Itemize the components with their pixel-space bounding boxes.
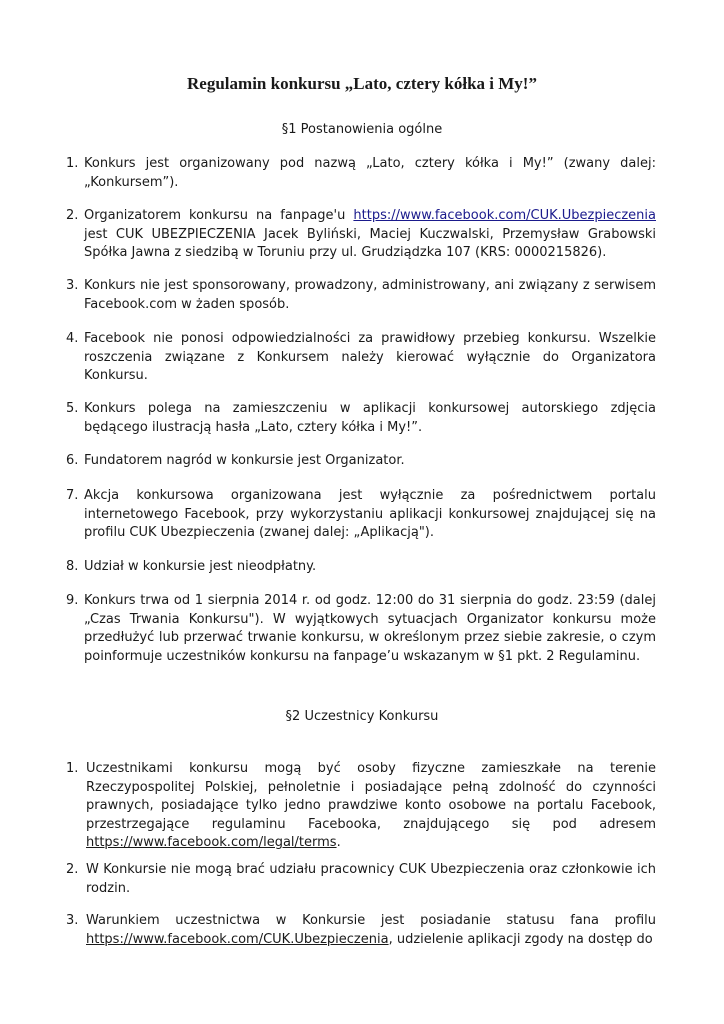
item-text-part: jest CUK UBEZPIECZENIA Jacek Byliński, Maciej Kuczwalski, Przemysław Grabowski Spółka Jawna z siedzibą w Toruniu przy ul. Grudziądzka 107 (KRS: 0000215826). — [84, 226, 656, 260]
item-number: 6. — [66, 453, 79, 468]
item-number: 1. — [66, 156, 79, 171]
list-item — [66, 760, 656, 853]
item-number: 2. — [66, 862, 79, 877]
section-2-heading: §2 Uczestnicy Konkursu — [285, 709, 439, 724]
item-number: 1. — [66, 761, 79, 776]
list-item — [66, 861, 656, 898]
item-text-part: . — [336, 835, 341, 850]
item-text — [86, 760, 656, 853]
list-item — [66, 277, 656, 314]
item-text-part: Uczestnikami konkursu mogą być osoby fizyczne zamieszkałe na terenie Rzeczypospolitej Polskiej, pełnoletnie i posiadające pełną zdolność do czynności prawnych, posiadające tylko jedno prawdziwe konto osobowe na portalu Facebook, przestrzegające regulaminu Facebooka, znajdującego się pod adresem — [86, 761, 656, 832]
list-item — [66, 558, 656, 577]
item-text: Konkurs nie jest sponsorowany, prowadzony, administrowany, ani związany z serwisem Facebook.com w żaden sposób. — [84, 278, 656, 312]
facebook-terms-link[interactable]: https://www.facebook.com/legal/terms — [86, 835, 337, 850]
list-item — [66, 592, 656, 666]
item-text — [84, 207, 656, 263]
item-text-part: Organizatorem konkursu na fanpage'u — [84, 208, 354, 223]
facebook-profile-link[interactable]: https://www.facebook.com/CUK.Ubezpieczenia — [353, 208, 656, 223]
item-number: 9. — [66, 593, 79, 608]
item-text: Akcja konkursowa organizowana jest wyłącznie za pośrednictwem portalu internetowego Facebook, przy wykorzystaniu aplikacji konkursowej znajdującej się na profilu CUK Ubezpieczenia (zwanej dalej: „Aplikacją"). — [84, 488, 656, 540]
item-number: 7. — [66, 488, 79, 503]
section-1-heading: §1 Postanowienia ogólne — [281, 122, 443, 137]
item-text: Fundatorem nagród w konkursie jest Organizator. — [84, 453, 405, 468]
item-number: 3. — [66, 278, 79, 293]
list-item — [66, 330, 656, 386]
list-item — [66, 155, 656, 192]
item-number: 3. — [66, 913, 79, 928]
item-text: Konkurs polega na zamieszczeniu w aplikacji konkursowej autorskiego zdjęcia będącego ilustracją hasła „Lato, cztery kółka i My!”. — [84, 401, 656, 435]
item-text — [86, 912, 656, 949]
item-text-part: Warunkiem uczestnictwa w Konkursie jest posiadanie statusu fana profilu — [86, 913, 656, 928]
document-title: Regulamin konkursu „Lato, cztery kółka i My!” — [187, 74, 537, 93]
item-number: 2. — [66, 208, 79, 223]
facebook-profile-link[interactable]: https://www.facebook.com/CUK.Ubezpieczenia — [86, 931, 389, 947]
list-item — [66, 452, 656, 471]
item-text: Konkurs trwa od 1 sierpnia 2014 r. od godz. 12:00 do 31 sierpnia do godz. 23:59 (dalej „Czas Trwania Konkursu"). W wyjątkowych sytuacjach Organizator konkursu może przedłużyć lub przerwać trwanie konkursu, w określonym przez siebie zakresie, o czym poinformuje uczestników konkursu na fanpage’u wskazanym w §1 pkt. 2 Regulaminu. — [84, 593, 656, 664]
item-text: Facebook nie ponosi odpowiedzialności za prawidłowy przebieg konkursu. Wszelkie roszczenia związane z Konkursem należy kierować wyłącznie do Organizatora Konkursu. — [84, 331, 656, 383]
item-number: 8. — [66, 559, 79, 574]
item-text-part: , udzielenie aplikacji zgody na dostęp do — [388, 931, 653, 947]
list-item — [66, 207, 656, 263]
item-text: W Konkursie nie mogą brać udziału pracownicy CUK Ubezpieczenia oraz członkowie ich rodzin. — [86, 862, 656, 896]
item-text: Konkurs jest organizowany pod nazwą „Lato, cztery kółka i My!” (zwany dalej: „Konkursem”). — [84, 156, 656, 190]
list-item — [66, 487, 656, 543]
item-text: Udział w konkursie jest nieodpłatny. — [84, 559, 317, 574]
list-item — [66, 912, 656, 949]
item-number: 5. — [66, 401, 79, 416]
item-number: 4. — [66, 331, 79, 346]
list-item — [66, 400, 656, 437]
